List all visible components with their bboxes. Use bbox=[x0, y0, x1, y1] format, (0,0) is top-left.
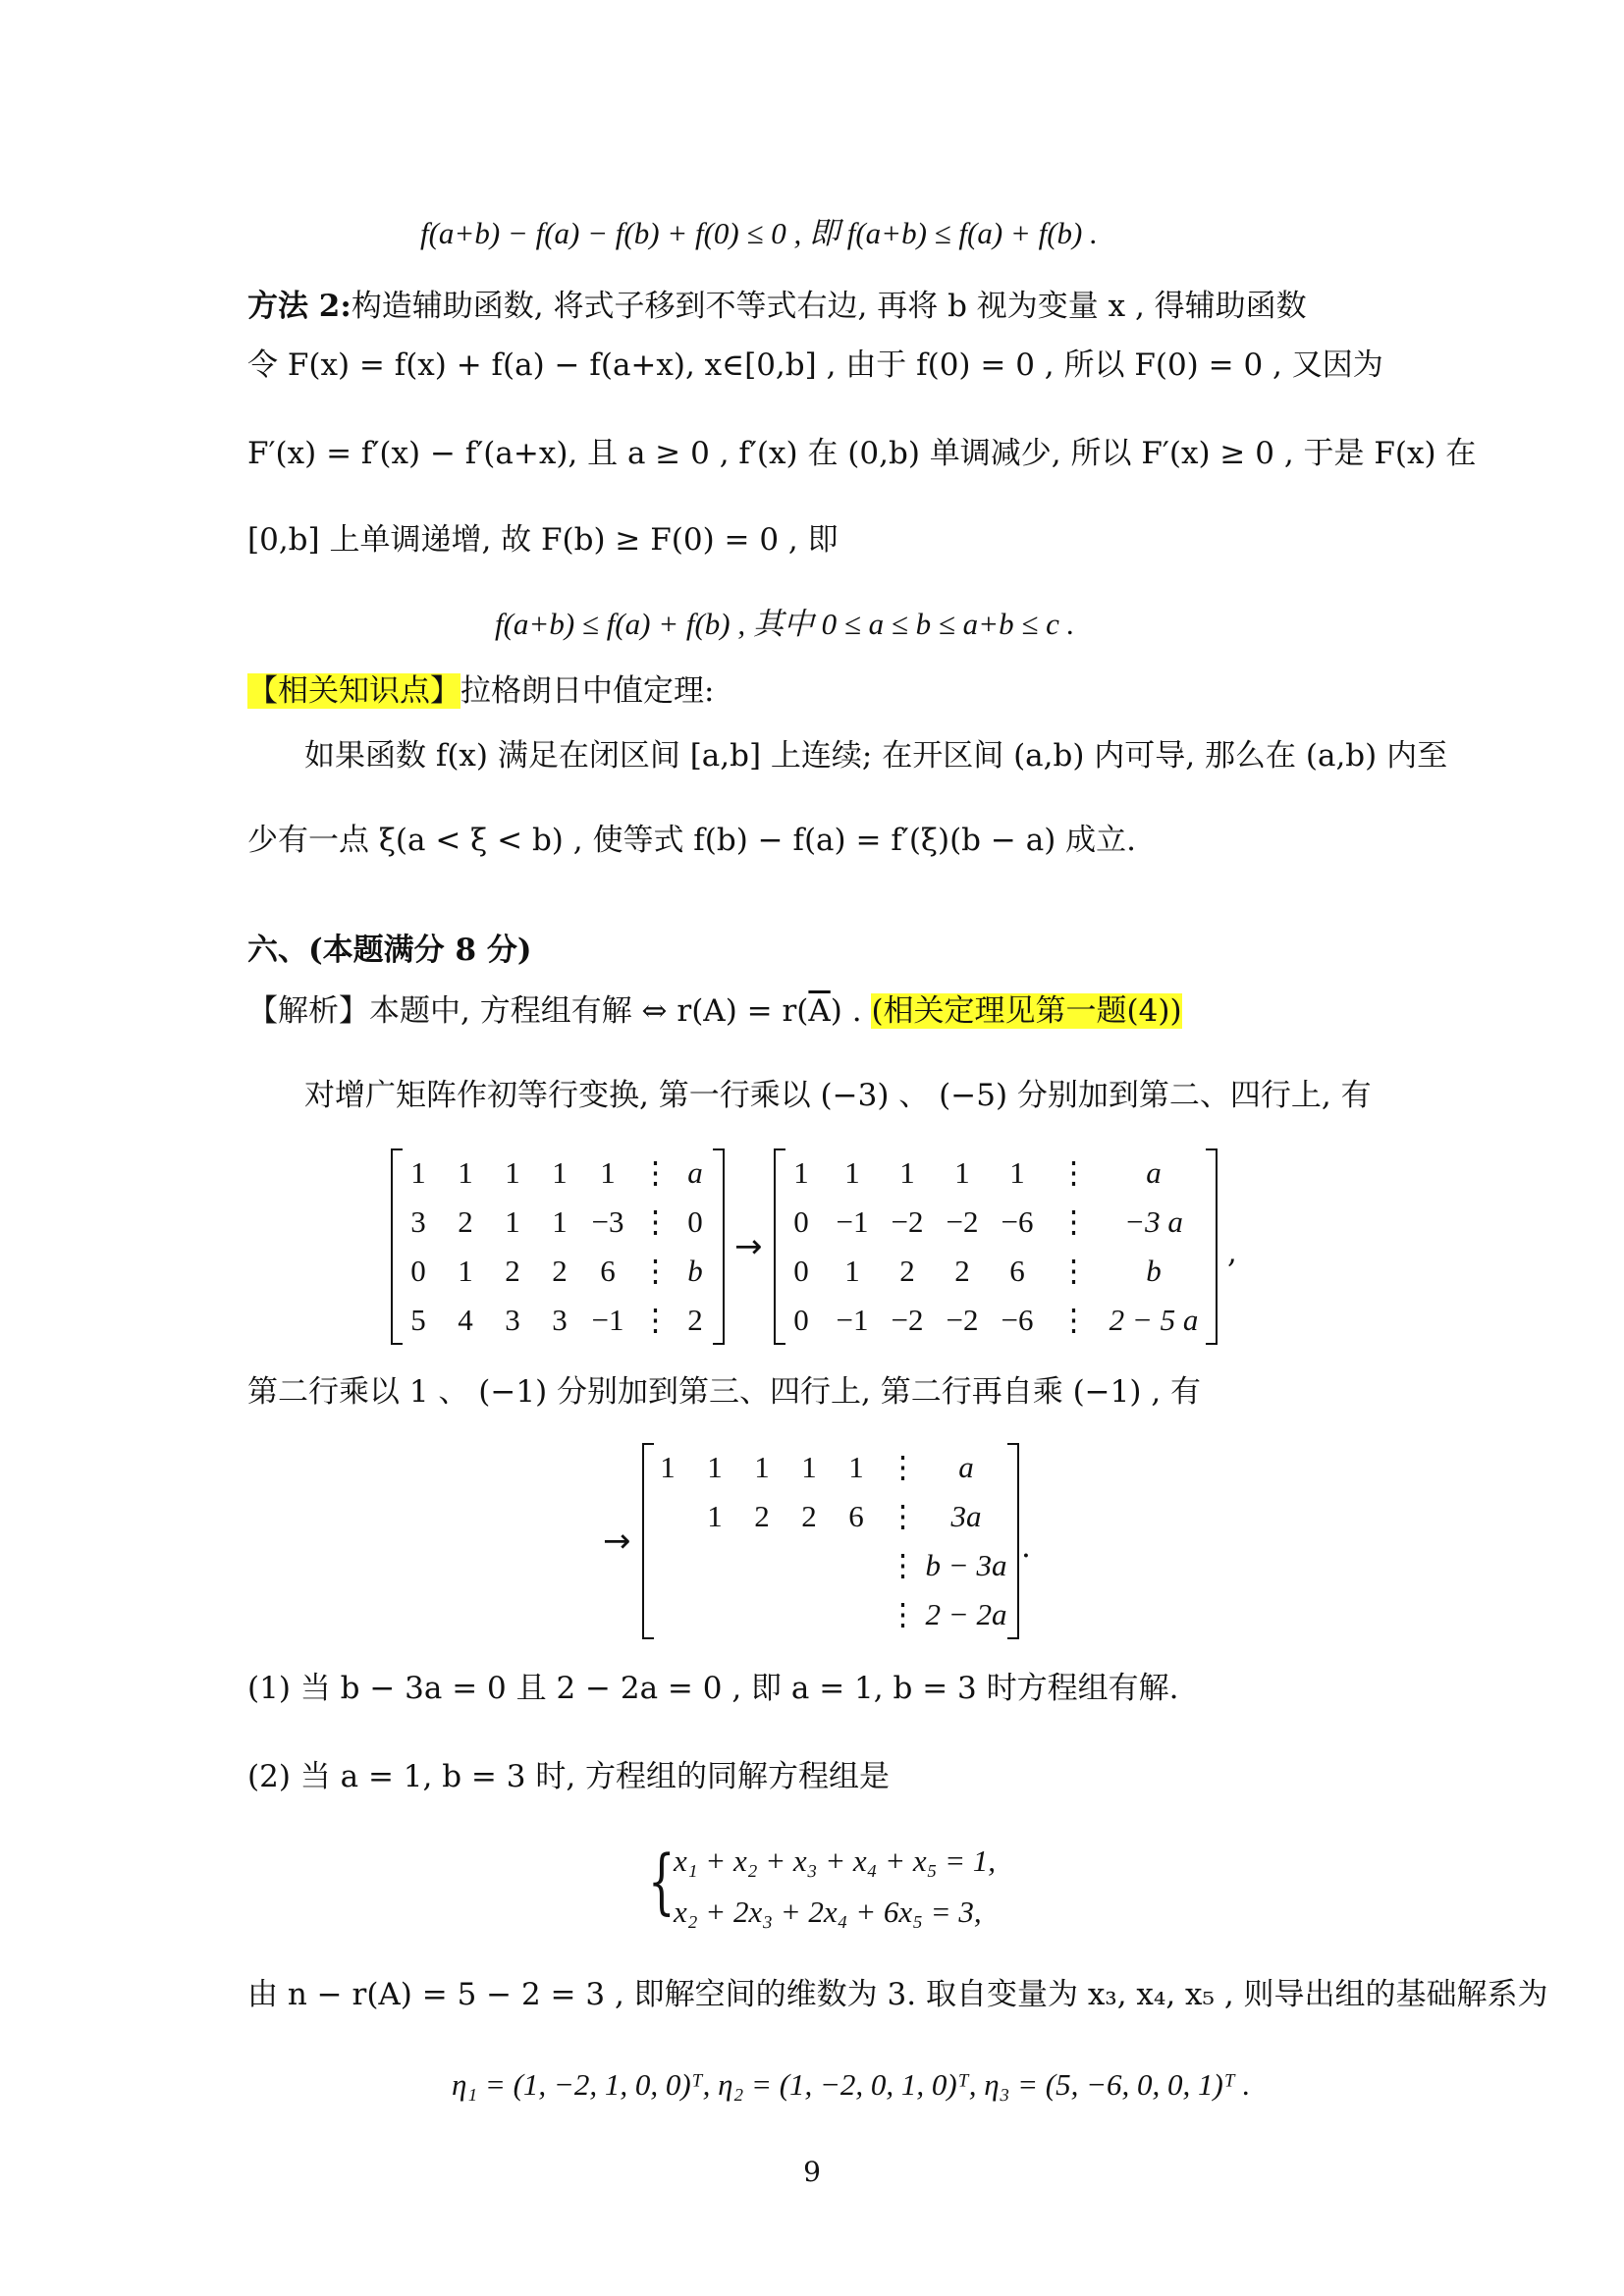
matrix-cell: a bbox=[958, 1450, 974, 1484]
matrix-cell: −6 bbox=[1001, 1303, 1034, 1337]
matrix-cell: 2 − 2a bbox=[925, 1597, 1007, 1631]
matrix-cell: b bbox=[687, 1254, 703, 1288]
matrix-cell: 1 bbox=[707, 1499, 723, 1533]
method-text: 构造辅助函数, 将式子移到不等式右边, 再将 b 视为变量 x , 得辅助函数 bbox=[351, 289, 1307, 324]
related-theorem-note: (相关定理见第一题(4)) bbox=[871, 993, 1182, 1029]
matrix-cell: 1 bbox=[1009, 1155, 1025, 1190]
paragraph-line: 令 F(x) = f(x) + f(a) − f(a+x), x∈[0,b] , 由于 f(0) = 0 , 所以 F(0) = 0 , 又因为 bbox=[247, 347, 1383, 383]
matrix-cell: 2 bbox=[954, 1254, 970, 1288]
matrix-cell: 1 bbox=[552, 1155, 568, 1190]
augmented-matrix-step-2 bbox=[642, 1443, 1019, 1639]
matrix-cell: 1 bbox=[410, 1155, 426, 1190]
paragraph-line: 对增广矩阵作初等行变换, 第一行乘以 (−3) 、 (−5) 分别加到第二、四行上, 有 bbox=[304, 1078, 1372, 1113]
equation-line: f(a+b) − f(a) − f(b) + f(0) ≤ 0 , 即 f(a+b) ≤ f(a) + f(b) . bbox=[420, 216, 1098, 250]
basic-solution-system: η₁ = (1, −2, 1, 0, 0)ᵀ, η₂ = (1, −2, 0, 1, 0)ᵀ, η₃ = (5, −6, 0, 0, 1)ᵀ . bbox=[452, 2067, 1251, 2102]
period: . bbox=[1021, 1529, 1031, 1565]
matrix-cell: 1 bbox=[899, 1155, 915, 1190]
matrix-cell: 0 bbox=[410, 1254, 426, 1288]
brace-icon: { bbox=[648, 1840, 676, 1922]
matrix-cell: 4 bbox=[458, 1303, 473, 1337]
matrix-cell: 1 bbox=[458, 1254, 473, 1288]
system-equation-2: x₂ + 2x₃ + 2x₄ + 6x₅ = 3, bbox=[674, 1895, 982, 1929]
matrix-cell: ⋮ bbox=[888, 1499, 918, 1533]
paragraph-method-2 bbox=[247, 287, 1307, 326]
augmented-matrix-step-1 bbox=[774, 1148, 1218, 1345]
analysis-text: 本题中, 方程组有解 ⇔ r(A) = r( bbox=[369, 993, 809, 1029]
case-2: (2) 当 a = 1, b = 3 时, 方程组的同解方程组是 bbox=[247, 1759, 891, 1794]
augmented-matrix-symbol: $\overline{A}$ bbox=[808, 993, 831, 1029]
matrix-cell: b − 3a bbox=[925, 1548, 1007, 1582]
matrix-cell: 3 bbox=[505, 1303, 520, 1337]
matrix-cell: 6 bbox=[848, 1499, 864, 1533]
paragraph-line: 由 n − r(A) = 5 − 2 = 3 , 即解空间的维数为 3. 取自变量为 x₃, x₄, x₅ , 则导出组的基础解系为 bbox=[247, 1977, 1548, 2012]
matrix-cell: −2 bbox=[946, 1303, 979, 1337]
matrix-cell: ⋮ bbox=[1058, 1303, 1089, 1337]
matrix-cell: −2 bbox=[891, 1303, 924, 1337]
matrix-cell: −1 bbox=[836, 1204, 869, 1239]
paragraph-line: 如果函数 f(x) 满足在闭区间 [a,b] 上连续; 在开区间 (a,b) 内可导, 那么在 (a,b) 内至 bbox=[304, 738, 1448, 774]
arrow-icon: → bbox=[734, 1227, 763, 1266]
section-heading: 六、(本题满分 8 分) bbox=[247, 933, 532, 968]
matrix-cell: ⋮ bbox=[888, 1450, 918, 1484]
case-1: (1) 当 b − 3a = 0 且 2 − 2a = 0 , 即 a = 1, b = 3 时方程组有解. bbox=[247, 1671, 1179, 1706]
matrix-cell: 2 bbox=[505, 1254, 520, 1288]
analysis-label: 【解析】 bbox=[247, 993, 369, 1029]
matrix-cell: 1 bbox=[801, 1450, 817, 1484]
knowledge-point-label: 【相关知识点】 bbox=[247, 673, 460, 709]
system-equation-1: x₁ + x₂ + x₃ + x₄ + x₅ = 1, bbox=[674, 1843, 997, 1878]
matrix-cell: b bbox=[1146, 1254, 1162, 1288]
matrix-cell: 1 bbox=[954, 1155, 970, 1190]
matrix-cell: 2 bbox=[458, 1204, 473, 1239]
matrix-cell: 2 bbox=[754, 1499, 770, 1533]
matrix-cell: −2 bbox=[891, 1204, 924, 1239]
matrix-cell: 3a bbox=[950, 1499, 982, 1533]
matrix-cell: ⋮ bbox=[1058, 1155, 1089, 1190]
matrix-cell: 1 bbox=[793, 1155, 809, 1190]
matrix-cell: 6 bbox=[1009, 1254, 1025, 1288]
paragraph-line: 第二行乘以 1 、 (−1) 分别加到第三、四行上, 第二行再自乘 (−1) , 有 bbox=[247, 1374, 1202, 1410]
matrix-cell: −2 bbox=[946, 1204, 979, 1239]
matrix-cell: 2 − 5 a bbox=[1109, 1303, 1199, 1337]
matrix-cell: −1 bbox=[591, 1303, 624, 1337]
augmented-matrix-original bbox=[391, 1148, 725, 1345]
matrix-cell: ⋮ bbox=[640, 1155, 671, 1190]
knowledge-point-text: 拉格朗日中值定理: bbox=[460, 673, 715, 709]
matrix-cell: ⋮ bbox=[640, 1254, 671, 1288]
matrix-cell: ⋮ bbox=[1058, 1254, 1089, 1288]
matrix-cell: 1 bbox=[600, 1155, 616, 1190]
matrix-cell: 3 bbox=[410, 1204, 426, 1239]
matrix-cell: −3 a bbox=[1124, 1204, 1183, 1239]
matrix-cell: −3 bbox=[591, 1204, 624, 1239]
matrix-cell: 2 bbox=[687, 1303, 703, 1337]
method-label: 方法 2: bbox=[247, 289, 352, 324]
matrix-cell: 0 bbox=[687, 1204, 703, 1239]
matrix-cell: 5 bbox=[410, 1303, 426, 1337]
matrix-cell: 1 bbox=[505, 1204, 520, 1239]
matrix-cell: ⋮ bbox=[888, 1548, 918, 1582]
matrix-cell: 3 bbox=[552, 1303, 568, 1337]
paragraph-line: F′(x) = f′(x) − f′(a+x), 且 a ≥ 0 , f′(x) 在 (0,b) 单调减少, 所以 F′(x) ≥ 0 , 于是 F(x) 在 bbox=[247, 436, 1477, 471]
matrix-cell: 1 bbox=[848, 1450, 864, 1484]
matrix-cell: a bbox=[687, 1155, 703, 1190]
analysis-line bbox=[247, 991, 1182, 1031]
comma: , bbox=[1227, 1235, 1237, 1270]
matrix-cell: ⋮ bbox=[888, 1597, 918, 1631]
matrix-cell: ⋮ bbox=[640, 1204, 671, 1239]
equation-line: f(a+b) ≤ f(a) + f(b) , 其中 0 ≤ a ≤ b ≤ a+b ≤ c . bbox=[495, 607, 1075, 641]
matrix-cell: 1 bbox=[505, 1155, 520, 1190]
matrix-cell: 1 bbox=[552, 1204, 568, 1239]
matrix-cell: 2 bbox=[552, 1254, 568, 1288]
matrix-cell: 0 bbox=[793, 1303, 809, 1337]
matrix-cell: 0 bbox=[793, 1254, 809, 1288]
matrix-cell: 1 bbox=[707, 1450, 723, 1484]
analysis-text-end: ) . bbox=[830, 993, 862, 1029]
matrix-cell: 6 bbox=[600, 1254, 616, 1288]
matrix-cell: −1 bbox=[836, 1303, 869, 1337]
matrix-cell: 2 bbox=[801, 1499, 817, 1533]
matrix-cell: ⋮ bbox=[640, 1303, 671, 1337]
page-number: 9 bbox=[803, 2156, 821, 2188]
matrix-cell: 1 bbox=[754, 1450, 770, 1484]
paragraph-line: 少有一点 ξ(a < ξ < b) , 使等式 f(b) − f(a) = f′(ξ)(b − a) 成立. bbox=[247, 823, 1136, 858]
matrix-cell: a bbox=[1146, 1155, 1162, 1190]
matrix-cell: −6 bbox=[1001, 1204, 1034, 1239]
matrix-cell: 2 bbox=[899, 1254, 915, 1288]
matrix-cell: ⋮ bbox=[1058, 1204, 1089, 1239]
matrix-cell: 0 bbox=[793, 1204, 809, 1239]
knowledge-point bbox=[247, 671, 714, 711]
matrix-cell: 1 bbox=[844, 1254, 860, 1288]
paragraph-line: [0,b] 上单调递增, 故 F(b) ≥ F(0) = 0 , 即 bbox=[247, 522, 839, 558]
matrix-cell: 1 bbox=[660, 1450, 676, 1484]
matrix-cell: 1 bbox=[844, 1155, 860, 1190]
arrow-icon: → bbox=[603, 1522, 631, 1561]
matrix-cell: 1 bbox=[458, 1155, 473, 1190]
